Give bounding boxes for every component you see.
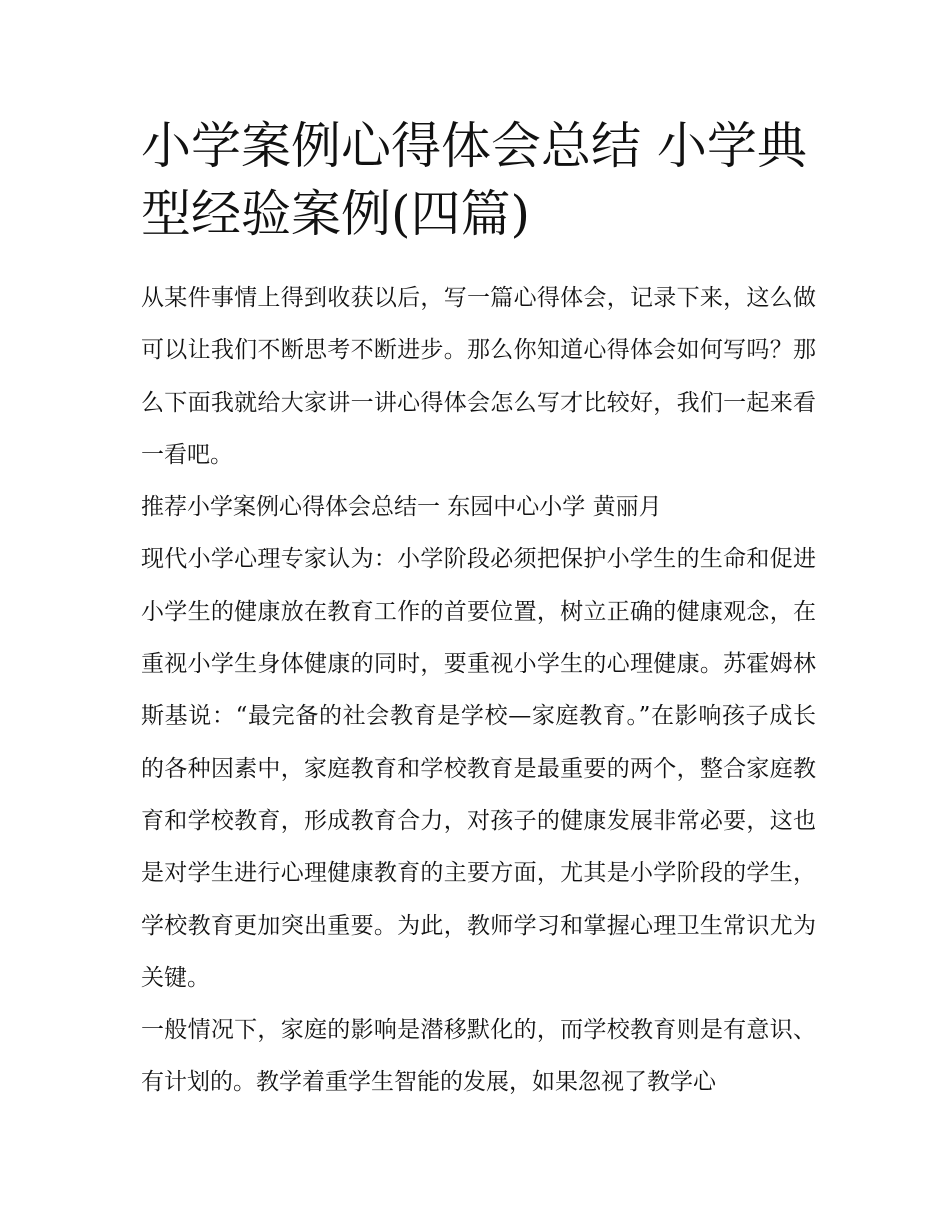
body-paragraph-2: 一般情况下，家庭的影响是潜移默化的，而学校教育则是有意识、有计划的。教学着重学生智能的发展，如果忽视了教学心 bbox=[141, 1017, 816, 1096]
document-page bbox=[141, 112, 816, 1109]
intro-paragraph: 从某件事情上得到收获以后，写一篇心得体会，记录下来，这么做可以让我们不断思考不断进步。那么你知道心得体会如何写吗？那么下面我就给大家讲一讲心得体会怎么写才比较好，我们一起来看一看吧。 bbox=[141, 285, 816, 468]
document-title: 小学案例心得体会总结 小学典型经验案例(四篇) bbox=[141, 117, 807, 243]
section-heading: 推荐小学案例心得体会总结一 东园中心小学 黄丽月 bbox=[141, 494, 662, 521]
body-paragraph-1: 现代小学心理专家认为：小学阶段必须把保护小学生的生命和促进小学生的健康放在教育工作的首要位置，树立正确的健康观念，在重视小学生身体健康的同时，要重视小学生的心理健康。苏霍姆林斯基说：“最完备的社会教育是学校—家庭教育。”在影响孩子成长的各种因素中，家庭教育和学校教育是最重要的两个，整合家庭教育和学校教育，形成教育合力，对孩子的健康发展非常必要，这也是对学生进行心理健康教育的主要方面，尤其是小学阶段的学生，学校教育更加突出重要。为此，教师学习和掌握心理卫生常识尤为关键。 bbox=[141, 546, 816, 991]
